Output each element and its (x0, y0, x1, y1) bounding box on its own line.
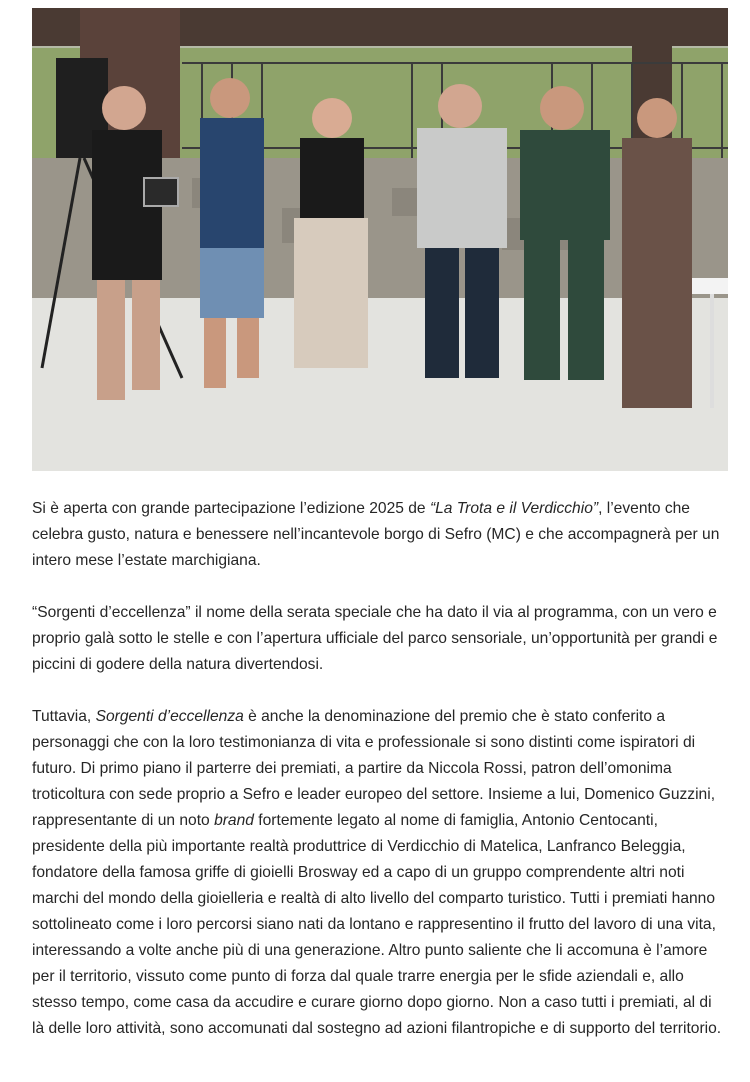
brand-word: brand (214, 812, 254, 829)
event-title: “La Trota e il Verdicchio” (429, 500, 599, 517)
award-name: Sorgenti d’eccellenza (95, 708, 244, 725)
paragraph-2 (32, 600, 728, 678)
paragraph-1 (32, 496, 728, 574)
event-photo (32, 8, 728, 471)
paragraph-1-after: , l’evento che celebra gusto, natura e benessere nell’incantevole borgo di Sefro (MC) e che accompagnerà per un intero mese l’estate marchigiana. (32, 500, 720, 569)
paragraph-3-part1: è anche la denominazione del premio che è stato conferito a personaggi che con la loro testimonianza di vita e professionale si sono distinti come ispiratori di futuro. Di primo piano il parterre dei premiati, a partire da Niccola Rossi, patron dell’omonima troticoltura con sede proprio a Sefro e leader europeo del settore. Insieme a lui, Domenico Guzzini, rappresentante di un noto (32, 708, 716, 829)
article-body (32, 496, 728, 1068)
paragraph-1-before: Si è aperta con grande partecipazione l’edizione 2025 de (32, 500, 430, 517)
photo-illustration (32, 8, 728, 471)
paragraph-3 (32, 704, 728, 1042)
paragraph-2-text: “Sorgenti d’eccellenza” il nome della serata speciale che ha dato il via al programma, con un vero e proprio galà sotto le stelle e con l’apertura ufficiale del parco sensoriale, un’opportunità per grandi e piccini di godere della natura divertendosi. (32, 604, 718, 673)
paragraph-3-part2: fortemente legato al nome di famiglia, Antonio Centocanti, presidente della più importante realtà produttrice di Verdicchio di Matelica, Lanfranco Beleggia, fondatore della famosa griffe di gioielli Brosway ed a capo di un gruppo comprendente altri noti marchi del mondo della gioielleria e realtà di alto livello del comparto turistico. Tutti i premiati hanno sottolineato come i loro percorsi siano nati da lontano e rappresentino il frutto del lavoro di una vita, interessando a volte anche più di una generazione. Altro punto saliente che li accomuna è l’amore per il territorio, vissuto come punto di forza dal quale trarre energia per le sfide aziendali e, allo stesso tempo, come casa da accudire e curare giorno dopo giorno. Non a caso tutti i premiati, al di là delle loro attività, sono accomunati dal sostegno ad azioni filantropiche e di supporto del territorio. (32, 812, 722, 1037)
paragraph-3-lead: Tuttavia, (32, 708, 96, 725)
